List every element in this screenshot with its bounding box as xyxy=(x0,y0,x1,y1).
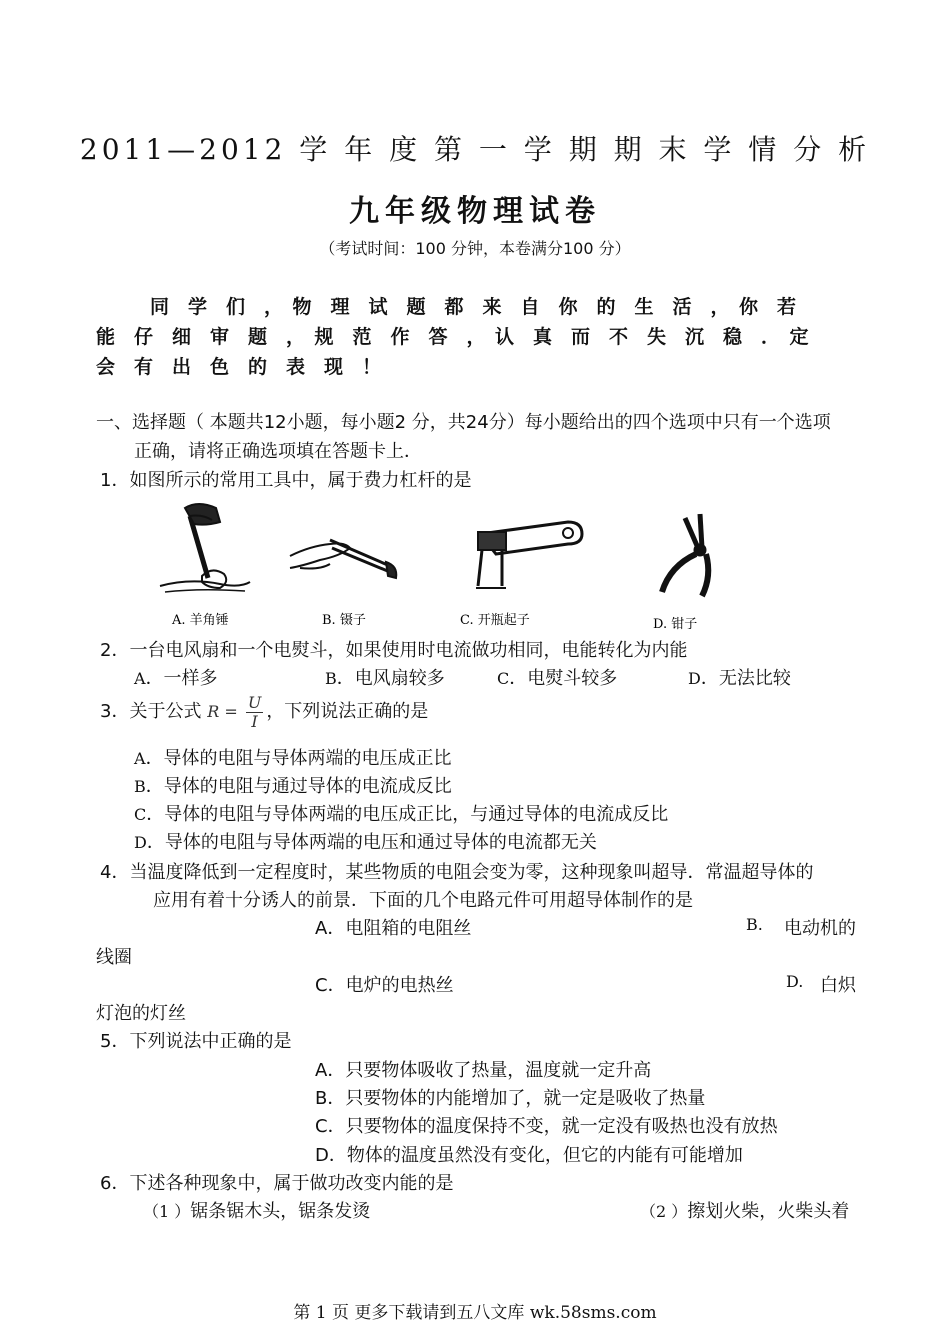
option-text: ．导体的电阻与导体两端的电压成正比 xyxy=(145,748,452,769)
question-text: 一台电风扇和一个电熨斗，如果使用时电流做功相同，电能转化为内能 xyxy=(129,640,688,661)
formula-numerator: U xyxy=(247,693,262,712)
option-letter: C xyxy=(497,669,510,688)
item-label: （1 ） xyxy=(143,1202,191,1221)
option-text: ．无法比较 xyxy=(700,668,791,689)
section-heading-cont: 正确，请将正确选项填在答题卡上． xyxy=(134,441,422,462)
q6-item-1 xyxy=(143,1197,370,1223)
question-number: 5． xyxy=(100,1031,130,1052)
question-4-cont: 应用有着十分诱人的前景．下面的几个电路元件可用超导体制作的是 xyxy=(153,890,693,911)
question-text: 关于公式 xyxy=(129,701,202,722)
q5-option-b: B．只要物体的内能增加了，就一定是吸收了热量 xyxy=(315,1088,706,1109)
exam-title-line1: 2011—2012 学 年 度 第 一 学 期 期 末 学 情 分 析 xyxy=(79,133,871,166)
tools-figure xyxy=(150,496,750,636)
option-letter: A xyxy=(134,749,146,768)
q4-option-b-letter: B. xyxy=(746,915,763,934)
question-text: 当温度降低到一定程度时，某些物质的电阻会变为零，这种现象叫超导．常温超导体的 xyxy=(129,862,814,883)
q6-item-2 xyxy=(640,1197,849,1223)
q4-option-b-text: 电动机的 xyxy=(784,918,856,939)
q4-option-d-letter: D. xyxy=(786,972,804,991)
option-text: ．导体的电阻与导体两端的电压和通过导体的电流都无关 xyxy=(146,832,597,853)
exam-info: （考试时间：100 分钟，本卷满分100 分） xyxy=(319,239,631,258)
q2-option-c xyxy=(497,664,617,690)
exam-title-line2: 九年级物理试卷 xyxy=(349,194,601,229)
q4-option-a: A．电阻箱的电阻丝 xyxy=(315,918,472,939)
q3-option-d xyxy=(134,828,597,854)
question-3 xyxy=(100,690,428,734)
question-1 xyxy=(100,466,471,492)
option-text: ．一样多 xyxy=(145,668,218,689)
q4-option-b-text-cont: 线圈 xyxy=(96,947,132,968)
caption-d: D. 钳子 xyxy=(653,617,698,632)
option-letter: D xyxy=(688,669,701,688)
q3-option-c xyxy=(134,800,668,826)
formula-denominator: I xyxy=(251,712,258,731)
q2-option-d xyxy=(688,664,791,690)
q3-option-a xyxy=(134,744,452,770)
q5-option-d: D．物体的温度虽然没有变化，但它的内能有可能增加 xyxy=(315,1145,743,1166)
q4-option-d-text-cont: 灯泡的灯丝 xyxy=(96,1003,186,1024)
option-letter: B xyxy=(325,669,337,688)
q4-option-d-text: 白炽 xyxy=(820,975,856,996)
question-number: 6． xyxy=(100,1173,130,1194)
q2-option-b xyxy=(325,664,445,690)
formula-fraction xyxy=(246,694,263,731)
question-2 xyxy=(100,636,687,662)
tweezers-illustration xyxy=(290,540,396,578)
bottle-opener-illustration xyxy=(476,522,582,588)
item-text: 锯条锯木头，锯条发烫 xyxy=(190,1201,371,1222)
option-letter: A xyxy=(134,669,146,688)
formula-lhs: R = xyxy=(207,702,238,721)
q4-option-c: C．电炉的电热丝 xyxy=(315,975,454,996)
section-heading: 一、选择题（ 本题共12小题，每小题2 分，共24分）每小题给出的四个选项中只有一个选项 xyxy=(96,412,831,433)
question-text-cont: ，下列说法正确的是 xyxy=(266,701,429,722)
intro-line-3: 会 有 出 色 的 表 现 ！ xyxy=(96,356,382,378)
item-text: 擦划火柴，火柴头着 xyxy=(687,1201,850,1222)
option-text: ．导体的电阻与导体两端的电压成正比，与通过导体的电流成反比 xyxy=(146,804,669,825)
option-letter: B xyxy=(134,777,146,796)
caption-c: C. 开瓶起子 xyxy=(460,613,530,628)
question-number: 4． xyxy=(100,862,130,883)
question-number: 2． xyxy=(100,640,130,661)
ohms-law-formula xyxy=(207,690,266,734)
q5-option-c: C．只要物体的温度保持不变，就一定没有吸热也没有放热 xyxy=(315,1116,778,1137)
page-footer: 第 1 页 更多下载请到五八文库 wk.58sms.com xyxy=(293,1303,657,1323)
question-5 xyxy=(100,1027,291,1053)
question-text: 下述各种现象中，属于做功改变内能的是 xyxy=(129,1173,454,1194)
intro-line-1: 同 学 们 ， 物 理 试 题 都 来 自 你 的 生 活 ， 你 若 xyxy=(150,296,797,318)
q5-option-a: A．只要物体吸收了热量，温度就一定升高 xyxy=(315,1060,652,1081)
option-text: ．电风扇较多 xyxy=(336,668,445,689)
question-4 xyxy=(100,858,813,884)
question-text: 如图所示的常用工具中，属于费力杠杆的是 xyxy=(129,470,472,491)
caption-a: A. 羊角锤 xyxy=(172,613,229,628)
question-number: 3． xyxy=(100,701,130,722)
option-letter: D xyxy=(134,833,147,852)
intro-line-2: 能 仔 细 审 题 ， 规 范 作 答 ， 认 真 而 不 失 沉 稳 ． 定 xyxy=(96,326,809,348)
option-text: ．导体的电阻与通过导体的电流成反比 xyxy=(145,776,452,797)
caption-b: B. 镊子 xyxy=(322,613,366,628)
question-text: 下列说法中正确的是 xyxy=(129,1031,292,1052)
question-number: 1． xyxy=(100,470,130,491)
q3-option-b xyxy=(134,772,452,798)
option-letter: C xyxy=(134,805,147,824)
q2-option-a xyxy=(134,664,218,690)
item-label: （2 ） xyxy=(640,1202,688,1221)
pliers-illustration xyxy=(662,514,708,596)
claw-hammer-illustration xyxy=(160,504,250,592)
question-6 xyxy=(100,1169,453,1195)
option-text: ．电熨斗较多 xyxy=(509,668,618,689)
